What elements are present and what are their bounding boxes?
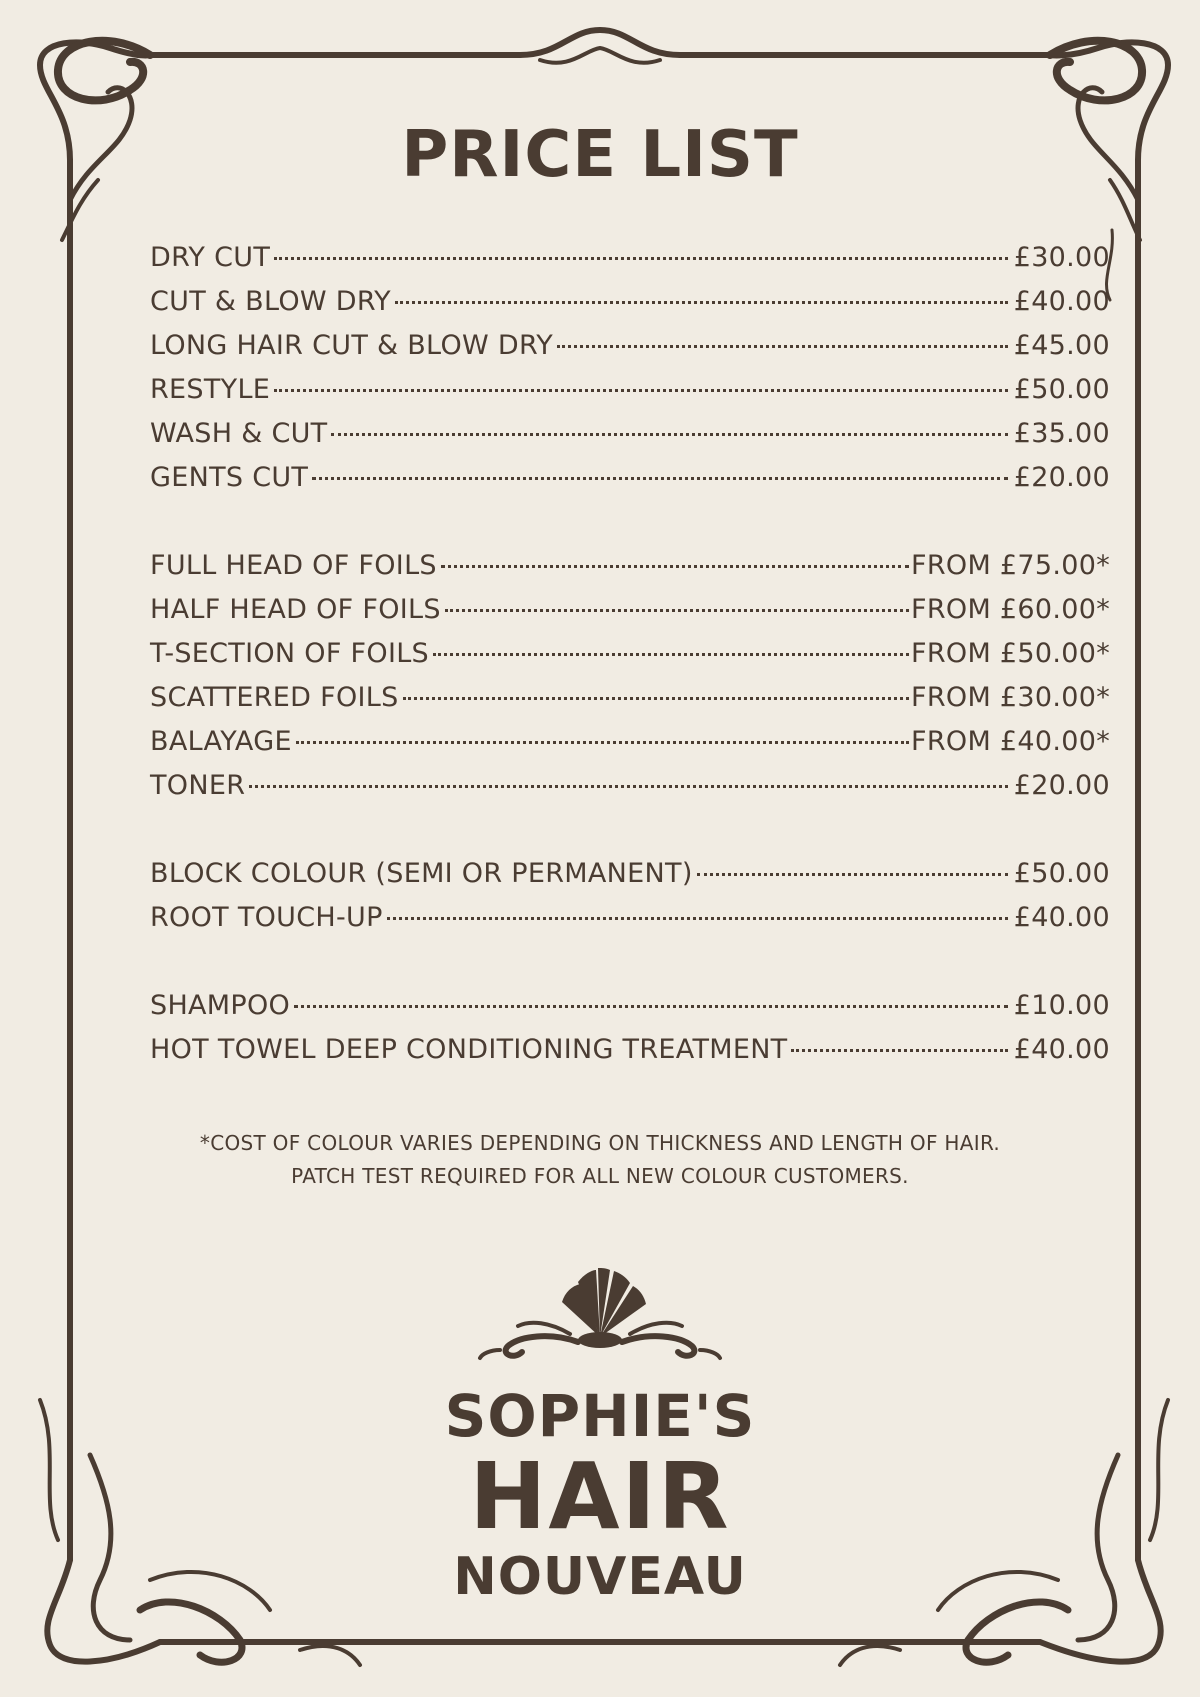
price-list — [150, 242, 1110, 1078]
list-item — [150, 594, 1110, 638]
list-item — [150, 682, 1110, 726]
list-item — [150, 770, 1110, 814]
item-price: £50.00 — [1013, 374, 1110, 405]
item-price: FROM £40.00* — [911, 726, 1110, 757]
dot-leader — [312, 477, 1008, 480]
list-item — [150, 242, 1110, 286]
item-price: FROM £75.00* — [911, 550, 1110, 581]
price-group-cuts — [150, 242, 1110, 506]
item-name: SCATTERED FOILS — [150, 682, 399, 713]
item-name: DRY CUT — [150, 242, 271, 273]
price-group-colour — [150, 858, 1110, 946]
dot-leader — [441, 565, 909, 568]
item-name: BALAYAGE — [150, 726, 292, 757]
footnote-line-2: PATCH TEST REQUIRED FOR ALL NEW COLOUR CUSTOMERS. — [291, 1164, 909, 1188]
dot-leader — [274, 257, 1008, 260]
item-name: RESTYLE — [150, 374, 271, 405]
item-name: FULL HEAD OF FOILS — [150, 550, 437, 581]
item-price: FROM £60.00* — [911, 594, 1110, 625]
list-item — [150, 550, 1110, 594]
item-name: SHAMPOO — [150, 990, 291, 1021]
item-name: BLOCK COLOUR (SEMI OR PERMANENT) — [150, 858, 693, 889]
dot-leader — [557, 345, 1008, 348]
item-name: WASH & CUT — [150, 418, 328, 449]
item-name: GENTS CUT — [150, 462, 309, 493]
dot-leader — [249, 785, 1008, 788]
item-price: £45.00 — [1013, 330, 1110, 361]
dot-leader — [294, 1005, 1008, 1008]
brand-line-1: SOPHIE'S — [444, 1382, 756, 1450]
dot-leader — [395, 301, 1008, 304]
footnote-line-1: *COST OF COLOUR VARIES DEPENDING ON THICKNESS AND LENGTH OF HAIR. — [199, 1131, 1001, 1155]
shell-ornament-icon — [470, 1262, 730, 1362]
item-price: £10.00 — [1013, 990, 1110, 1021]
item-price: £35.00 — [1013, 418, 1110, 449]
item-name: HALF HEAD OF FOILS — [150, 594, 441, 625]
item-name: LONG HAIR CUT & BLOW DRY — [150, 330, 554, 361]
list-item — [150, 858, 1110, 902]
list-item — [150, 462, 1110, 506]
item-price: £40.00 — [1013, 286, 1110, 317]
item-price: FROM £30.00* — [911, 682, 1110, 713]
list-item — [150, 1034, 1110, 1078]
list-item — [150, 990, 1110, 1034]
price-group-treatments — [150, 990, 1110, 1078]
item-price: £50.00 — [1013, 858, 1110, 889]
list-item — [150, 330, 1110, 374]
item-price: £20.00 — [1013, 770, 1110, 801]
brand-line-3: NOUVEAU — [453, 1547, 747, 1607]
dot-leader — [274, 389, 1008, 392]
item-name: TONER — [150, 770, 246, 801]
dot-leader — [331, 433, 1008, 436]
dot-leader — [387, 917, 1008, 920]
item-name: ROOT TOUCH-UP — [150, 902, 383, 933]
list-item — [150, 286, 1110, 330]
item-name: T-SECTION OF FOILS — [150, 638, 429, 669]
item-price: £40.00 — [1013, 902, 1110, 933]
dot-leader — [697, 873, 1008, 876]
dot-leader — [445, 609, 909, 612]
page-title: PRICE LIST — [401, 118, 799, 192]
price-group-foils — [150, 550, 1110, 814]
dot-leader — [296, 741, 909, 744]
item-price: £20.00 — [1013, 462, 1110, 493]
dot-leader — [791, 1049, 1008, 1052]
dot-leader — [433, 653, 909, 656]
list-item — [150, 418, 1110, 462]
list-item — [150, 726, 1110, 770]
dot-leader — [403, 697, 909, 700]
item-price: £40.00 — [1013, 1034, 1110, 1065]
item-price: £30.00 — [1013, 242, 1110, 273]
item-price: FROM £50.00* — [911, 638, 1110, 669]
item-name: HOT TOWEL DEEP CONDITIONING TREATMENT — [150, 1034, 788, 1065]
list-item — [150, 374, 1110, 418]
list-item — [150, 638, 1110, 682]
item-name: CUT & BLOW DRY — [150, 286, 391, 317]
list-item — [150, 902, 1110, 946]
footnote — [0, 1127, 1200, 1193]
brand-line-2: HAIR — [469, 1443, 731, 1550]
